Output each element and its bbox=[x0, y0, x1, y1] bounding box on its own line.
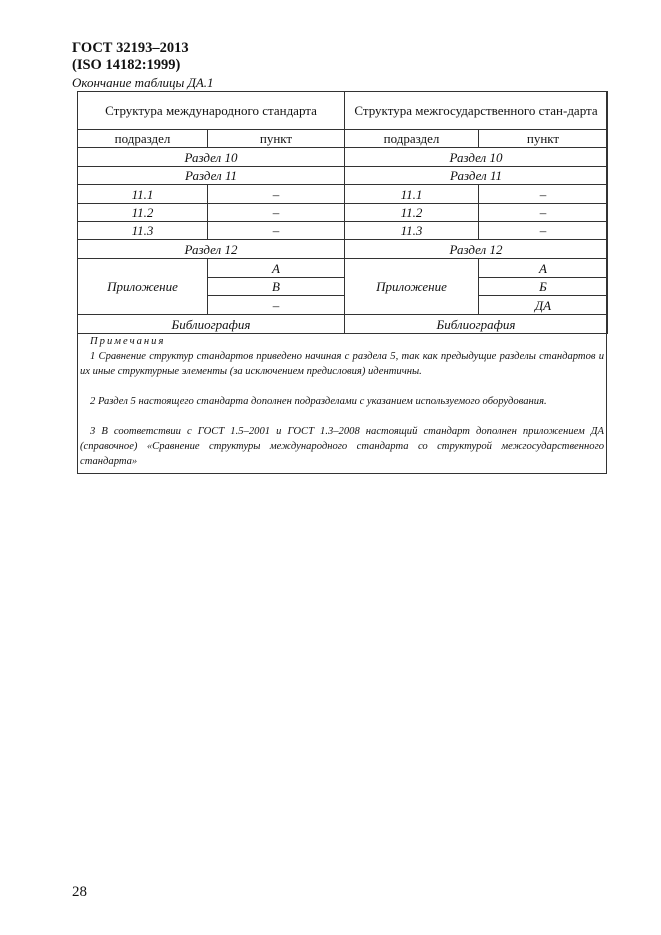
table-row bbox=[78, 222, 608, 240]
standard-designation: ГОСТ 32193–2013 bbox=[72, 40, 189, 56]
note-1: 1 Сравнение структур стандартов приведено начиная с раздела 5, так как предыдущие разделы стандартов и их иные структурные элементы (за исключением предисловия) идентичны. bbox=[80, 351, 604, 377]
note-2: 2 Раздел 5 настоящего стандарта дополнен подразделами с указанием используемого оборудования. bbox=[90, 396, 547, 407]
section-12-intl: Раздел 12 bbox=[78, 240, 345, 259]
bibliography-intl: Библиография bbox=[78, 315, 345, 334]
cell: 11.3 bbox=[78, 222, 208, 240]
cell: – bbox=[208, 222, 345, 240]
section-10-interstate: Раздел 10 bbox=[345, 148, 608, 167]
appendix-interstate: ДА bbox=[479, 296, 608, 315]
cell: 11.2 bbox=[345, 204, 479, 222]
section-11-intl: Раздел 11 bbox=[78, 167, 345, 185]
table-row bbox=[78, 185, 608, 204]
cell: – bbox=[208, 185, 345, 204]
appendix-interstate: Б bbox=[479, 278, 608, 296]
note-3: 3 В соответствии с ГОСТ 1.5–2001 и ГОСТ 1.3–2008 настоящий стандарт дополнен приложением ДА (справочное) «Сравнение структуры международного стандарта со структурой межгосударственного стандарта» bbox=[80, 426, 604, 467]
iso-designation: (ISO 14182:1999) bbox=[72, 57, 181, 73]
table-caption: Окончание таблицы ДА.1 bbox=[72, 75, 214, 90]
header-clause: пункт bbox=[479, 130, 608, 148]
appendix-label-intl: Приложение bbox=[78, 259, 208, 315]
page-number: 28 bbox=[72, 884, 87, 900]
section-10-intl: Раздел 10 bbox=[78, 148, 345, 167]
appendix-intl: A bbox=[208, 259, 345, 278]
cell: 11.3 bbox=[345, 222, 479, 240]
cell: – bbox=[479, 222, 608, 240]
header-subdivision: подраздел bbox=[345, 130, 479, 148]
appendix-label-interstate: Приложение bbox=[345, 259, 479, 315]
section-12-interstate: Раздел 12 bbox=[345, 240, 608, 259]
section-11-interstate: Раздел 11 bbox=[345, 167, 608, 185]
header-intl-structure: Структура международного стандарта bbox=[78, 92, 345, 130]
header-interstate-structure: Структура межгосударственного стан-дарта bbox=[345, 92, 608, 130]
comparison-table bbox=[77, 91, 608, 334]
appendix-intl: – bbox=[208, 296, 345, 315]
cell: – bbox=[208, 204, 345, 222]
cell: 11.2 bbox=[78, 204, 208, 222]
cell: 11.1 bbox=[345, 185, 479, 204]
cell: – bbox=[479, 185, 608, 204]
appendix-intl: B bbox=[208, 278, 345, 296]
notes-title: Примечания bbox=[90, 336, 166, 347]
header-clause: пункт bbox=[208, 130, 345, 148]
bibliography-interstate: Библиография bbox=[345, 315, 608, 334]
cell: – bbox=[479, 204, 608, 222]
header-subdivision: подраздел bbox=[78, 130, 208, 148]
appendix-interstate: А bbox=[479, 259, 608, 278]
cell: 11.1 bbox=[78, 185, 208, 204]
table-row bbox=[78, 204, 608, 222]
